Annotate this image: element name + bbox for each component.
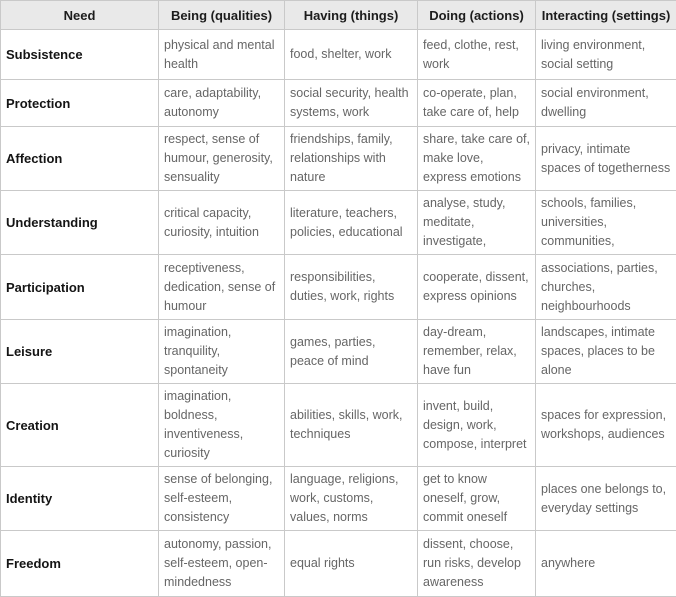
having-cell: food, shelter, work bbox=[285, 30, 418, 80]
need-label: Leisure bbox=[1, 320, 159, 384]
table-row-freedom bbox=[1, 531, 676, 597]
being-cell: imagination, boldness, inventiveness, curiosity bbox=[159, 384, 285, 467]
interacting-cell: associations, parties, churches, neighbourhoods bbox=[536, 255, 676, 320]
table-row-participation bbox=[1, 255, 676, 320]
need-label: Creation bbox=[1, 384, 159, 467]
table-row-identity bbox=[1, 467, 676, 531]
doing-cell: share, take care of, make love, express emotions bbox=[418, 127, 536, 191]
having-cell: abilities, skills, work, techniques bbox=[285, 384, 418, 467]
table-row-leisure bbox=[1, 320, 676, 384]
need-label: Subsistence bbox=[1, 30, 159, 80]
doing-cell: get to know oneself, grow, commit oneself bbox=[418, 467, 536, 531]
table-row-protection bbox=[1, 80, 676, 127]
being-cell: critical capacity, curiosity, intuition bbox=[159, 191, 285, 255]
being-cell: receptiveness, dedication, sense of humour bbox=[159, 255, 285, 320]
need-label: Participation bbox=[1, 255, 159, 320]
being-cell: physical and mental health bbox=[159, 30, 285, 80]
having-cell: equal rights bbox=[285, 531, 418, 597]
doing-cell: co-operate, plan, take care of, help bbox=[418, 80, 536, 127]
interacting-cell: anywhere bbox=[536, 531, 676, 597]
being-cell: care, adaptability, autonomy bbox=[159, 80, 285, 127]
header-being: Being (qualities) bbox=[159, 1, 285, 30]
having-cell: literature, teachers, policies, educational bbox=[285, 191, 418, 255]
doing-cell: dissent, choose, run risks, develop awareness bbox=[418, 531, 536, 597]
having-cell: social security, health systems, work bbox=[285, 80, 418, 127]
header-need: Need bbox=[1, 1, 159, 30]
header-having: Having (things) bbox=[285, 1, 418, 30]
need-label: Affection bbox=[1, 127, 159, 191]
need-label: Understanding bbox=[1, 191, 159, 255]
interacting-cell: places one belongs to, everyday settings bbox=[536, 467, 676, 531]
doing-cell: cooperate, dissent, express opinions bbox=[418, 255, 536, 320]
interacting-cell: privacy, intimate spaces of togetherness bbox=[536, 127, 676, 191]
interacting-cell: living environment, social setting bbox=[536, 30, 676, 80]
interacting-cell: schools, families, universities, communities, bbox=[536, 191, 676, 255]
table-row-understanding bbox=[1, 191, 676, 255]
table-row-creation bbox=[1, 384, 676, 467]
having-cell: games, parties, peace of mind bbox=[285, 320, 418, 384]
having-cell: friendships, family, relationships with nature bbox=[285, 127, 418, 191]
interacting-cell: social environment, dwelling bbox=[536, 80, 676, 127]
need-label: Identity bbox=[1, 467, 159, 531]
table-row-subsistence bbox=[1, 30, 676, 80]
header-doing: Doing (actions) bbox=[418, 1, 536, 30]
having-cell: responsibilities, duties, work, rights bbox=[285, 255, 418, 320]
doing-cell: analyse, study, meditate, investigate, bbox=[418, 191, 536, 255]
interacting-cell: landscapes, intimate spaces, places to be alone bbox=[536, 320, 676, 384]
being-cell: sense of belonging, self-esteem, consistency bbox=[159, 467, 285, 531]
being-cell: imagination, tranquility, spontaneity bbox=[159, 320, 285, 384]
doing-cell: feed, clothe, rest, work bbox=[418, 30, 536, 80]
header-row bbox=[1, 1, 676, 30]
need-label: Protection bbox=[1, 80, 159, 127]
table-row-affection bbox=[1, 127, 676, 191]
interacting-cell: spaces for expression, workshops, audiences bbox=[536, 384, 676, 467]
need-label: Freedom bbox=[1, 531, 159, 597]
doing-cell: day-dream, remember, relax, have fun bbox=[418, 320, 536, 384]
having-cell: language, religions, work, customs, values, norms bbox=[285, 467, 418, 531]
being-cell: autonomy, passion, self-esteem, open-mindedness bbox=[159, 531, 285, 597]
being-cell: respect, sense of humour, generosity, sensuality bbox=[159, 127, 285, 191]
doing-cell: invent, build, design, work, compose, interpret bbox=[418, 384, 536, 467]
header-interacting: Interacting (settings) bbox=[536, 1, 676, 30]
